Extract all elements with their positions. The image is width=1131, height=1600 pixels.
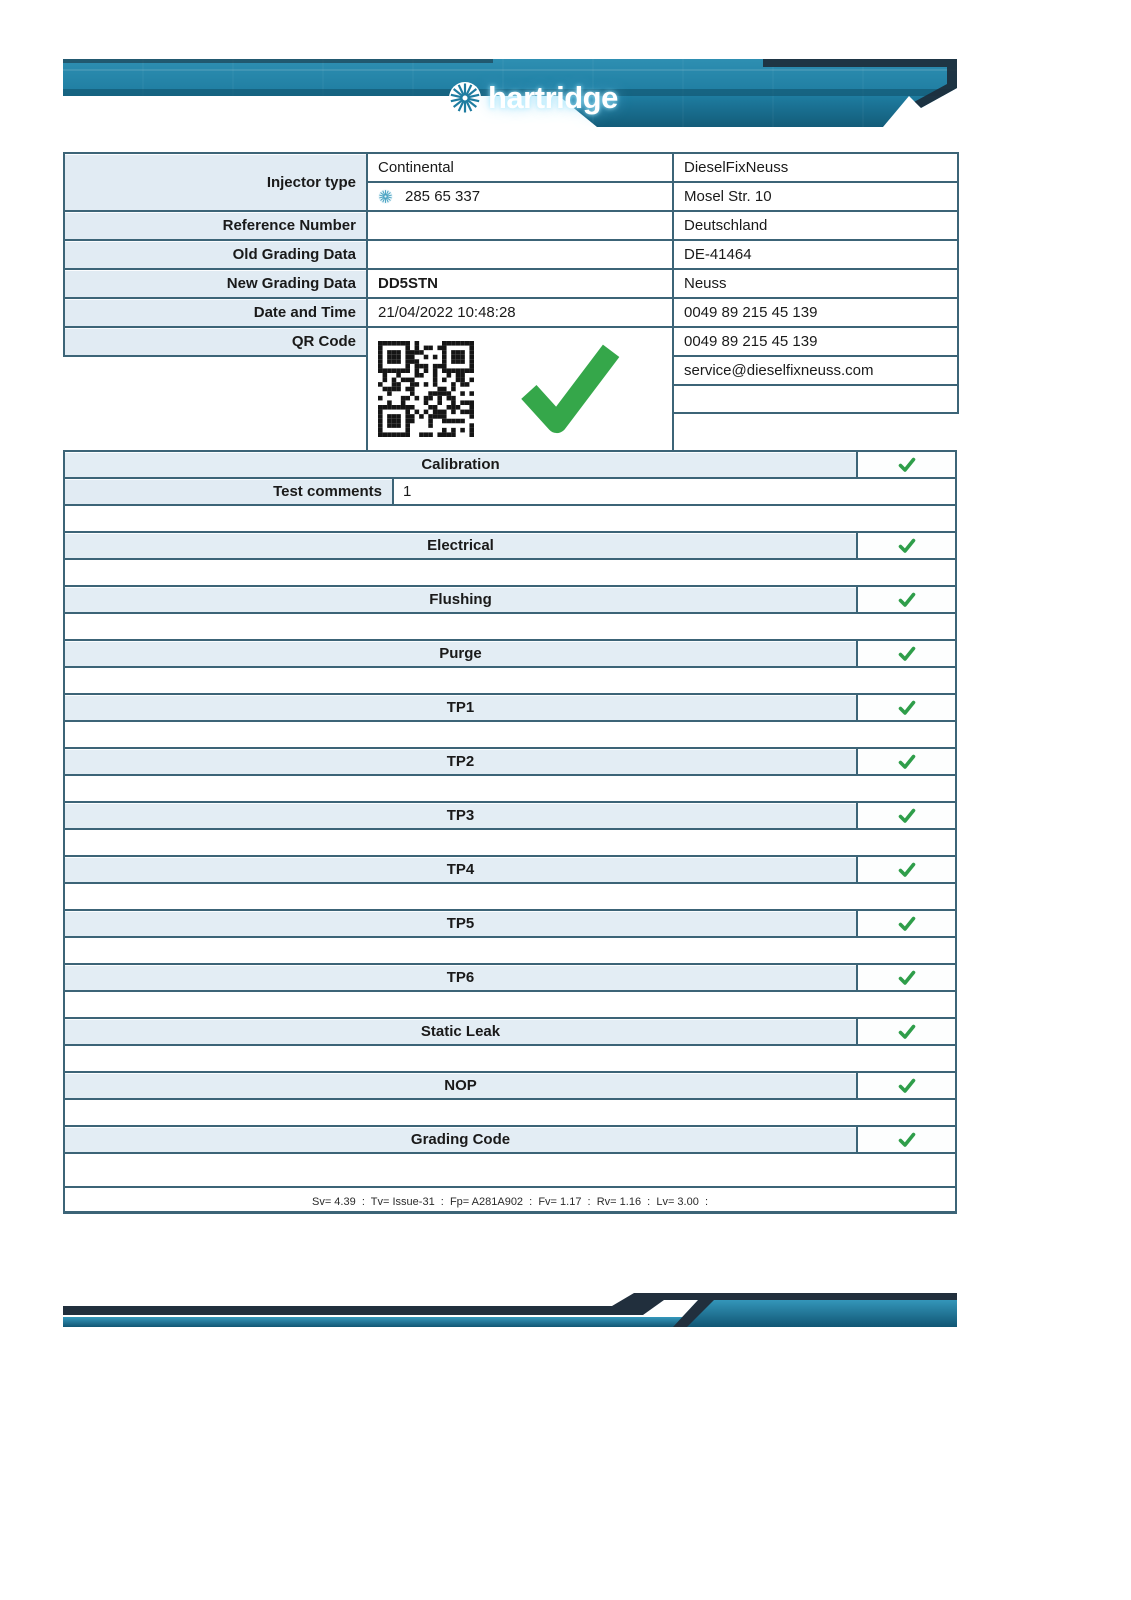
workshop-name: DieselFixNeuss bbox=[673, 153, 958, 182]
qr-code-image bbox=[378, 341, 474, 437]
row-spacer bbox=[63, 558, 957, 587]
pass-check-icon bbox=[898, 808, 916, 824]
workshop-phone-1: 0049 89 215 45 139 bbox=[673, 298, 958, 327]
test-status-cell bbox=[858, 587, 955, 612]
row-spacer bbox=[63, 828, 957, 857]
test-comments-value: 1 bbox=[403, 483, 412, 500]
test-comments-label: Test comments bbox=[65, 479, 394, 504]
footer-banner bbox=[63, 1286, 957, 1334]
pass-check-icon bbox=[898, 1132, 916, 1148]
row-spacer bbox=[63, 720, 957, 749]
test-status-cell bbox=[858, 1019, 955, 1044]
pass-check-icon bbox=[898, 700, 916, 716]
pass-check-icon bbox=[898, 862, 916, 878]
test-label: TP4 bbox=[65, 857, 858, 882]
reference-number-label: Reference Number bbox=[64, 211, 367, 240]
test-label: Flushing bbox=[65, 587, 858, 612]
qr-pass-check-icon bbox=[518, 342, 622, 436]
new-grading-label: New Grading Data bbox=[64, 269, 367, 298]
pass-check-icon bbox=[898, 538, 916, 554]
pass-check-icon bbox=[898, 916, 916, 932]
injector-part-number-value: 285 65 337 bbox=[405, 188, 481, 205]
test-label: TP1 bbox=[65, 695, 858, 720]
brand-name: hartridge bbox=[488, 80, 618, 115]
test-row-tp6 bbox=[63, 963, 957, 992]
test-label: Grading Code bbox=[65, 1127, 858, 1152]
pass-check-icon bbox=[898, 970, 916, 986]
qr-code-cell bbox=[367, 327, 673, 451]
test-row-tp5 bbox=[63, 909, 957, 938]
row-spacer bbox=[63, 612, 957, 641]
workshop-email: service@dieselfixneuss.com bbox=[673, 356, 958, 385]
pass-check-icon bbox=[898, 592, 916, 608]
info-table-blank-area bbox=[64, 356, 367, 451]
test-status-cell bbox=[858, 641, 955, 666]
test-label: TP3 bbox=[65, 803, 858, 828]
test-row-tp3 bbox=[63, 801, 957, 830]
pass-check-icon bbox=[898, 1078, 916, 1094]
row-spacer bbox=[63, 666, 957, 695]
test-label: Calibration bbox=[65, 452, 858, 477]
injector-wheel-icon bbox=[378, 189, 393, 204]
test-label: Purge bbox=[65, 641, 858, 666]
injector-make-value: Continental bbox=[367, 153, 673, 182]
test-row-tp2 bbox=[63, 747, 957, 776]
test-status-cell bbox=[858, 857, 955, 882]
old-grading-label: Old Grading Data bbox=[64, 240, 367, 269]
test-label: Static Leak bbox=[65, 1019, 858, 1044]
test-results-table bbox=[63, 450, 957, 1214]
test-status-cell bbox=[858, 1073, 955, 1098]
injector-info-table bbox=[63, 152, 959, 452]
row-spacer bbox=[63, 774, 957, 803]
pass-check-icon bbox=[898, 646, 916, 662]
pass-check-icon bbox=[898, 754, 916, 770]
row-spacer bbox=[63, 504, 957, 533]
test-row-tp1 bbox=[63, 693, 957, 722]
test-row-tp4 bbox=[63, 855, 957, 884]
test-label: TP6 bbox=[65, 965, 858, 990]
test-row-grading-code bbox=[63, 1125, 957, 1154]
row-spacer bbox=[63, 1044, 957, 1073]
test-status-cell bbox=[858, 533, 955, 558]
info-table-blank-area-right bbox=[673, 413, 958, 451]
row-spacer bbox=[63, 882, 957, 911]
test-status-cell bbox=[858, 695, 955, 720]
injector-part-number-cell bbox=[367, 182, 673, 211]
row-spacer bbox=[63, 1098, 957, 1127]
test-comments-row bbox=[63, 477, 957, 506]
workshop-phone-2: 0049 89 215 45 139 bbox=[673, 327, 958, 356]
test-label: TP2 bbox=[65, 749, 858, 774]
workshop-blank-cell bbox=[673, 385, 958, 413]
test-status-cell bbox=[858, 911, 955, 936]
row-spacer bbox=[63, 990, 957, 1019]
test-label: NOP bbox=[65, 1073, 858, 1098]
test-row-static-leak bbox=[63, 1017, 957, 1046]
qr-code-label: QR Code bbox=[64, 327, 367, 356]
workshop-city: Neuss bbox=[673, 269, 958, 298]
date-time-value: 21/04/2022 10:48:28 bbox=[367, 298, 673, 327]
date-time-label: Date and Time bbox=[64, 298, 367, 327]
test-row-calibration bbox=[63, 450, 957, 479]
pass-check-icon bbox=[898, 1024, 916, 1040]
test-status-cell bbox=[858, 1127, 955, 1152]
workshop-street: Mosel Str. 10 bbox=[673, 182, 958, 211]
version-info-line: Sv= 4.39 : Tv= Issue-31 : Fp= A281A902 : Fv= 1.17 : Rv= 1.16 : Lv= 3.00 : bbox=[63, 1186, 957, 1214]
test-row-electrical bbox=[63, 531, 957, 560]
reference-number-value bbox=[367, 211, 673, 240]
pass-check-icon bbox=[898, 457, 916, 473]
test-row-purge bbox=[63, 639, 957, 668]
test-status-cell bbox=[858, 452, 955, 477]
brand-wheel-icon bbox=[448, 81, 482, 115]
row-spacer bbox=[63, 1152, 957, 1188]
injector-type-label: Injector type bbox=[64, 153, 367, 211]
test-label: Electrical bbox=[65, 533, 858, 558]
test-row-nop bbox=[63, 1071, 957, 1100]
test-status-cell bbox=[858, 965, 955, 990]
old-grading-value bbox=[367, 240, 673, 269]
test-status-cell bbox=[858, 749, 955, 774]
test-label: TP5 bbox=[65, 911, 858, 936]
workshop-country: Deutschland bbox=[673, 211, 958, 240]
row-spacer bbox=[63, 936, 957, 965]
test-row-flushing bbox=[63, 585, 957, 614]
test-status-cell bbox=[858, 803, 955, 828]
brand-logo bbox=[448, 79, 618, 117]
workshop-postcode: DE-41464 bbox=[673, 240, 958, 269]
new-grading-value: DD5STN bbox=[367, 269, 673, 298]
